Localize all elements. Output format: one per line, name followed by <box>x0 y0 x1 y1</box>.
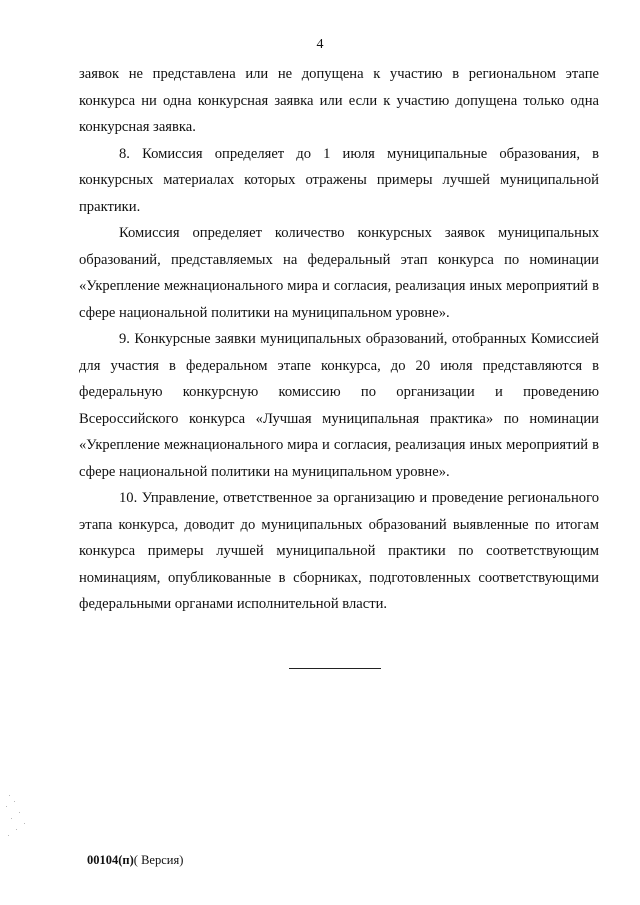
scan-speck <box>11 818 12 819</box>
scan-speck <box>24 823 25 824</box>
scan-speck <box>14 801 15 802</box>
paragraph-item-9: 9. Конкурсные заявки муниципальных образований, отобранных Комиссией для участия в федеральном этапе конкурса, до 20 июля представляются в федеральную конкурсную комиссию по организации и проведению Всероссийского конкурса «Лучшая муниципальная практика» по номинации «Укрепление межнационального мира и согласия, реализация иных мероприятий в сфере национальной политики на муниципальном уровне». <box>79 331 599 480</box>
scan-speck <box>9 795 10 796</box>
paragraph-commission-quota: Комиссия определяет количество конкурсных заявок муниципальных образований, представляемых на федеральный этап конкурса по номинации «Укрепление межнационального мира и согласия, реализация иных мероприятий в сфере национальной политики на муниципальном уровне». <box>79 225 599 321</box>
footer-document-code <box>87 853 183 868</box>
footer-code-version: ( Версия) <box>133 853 184 867</box>
document-body <box>79 61 599 618</box>
end-of-text-divider <box>289 668 381 669</box>
page-number: 4 <box>316 37 324 52</box>
paragraph-item-8: 8. Комиссия определяет до 1 июля муниципальные образования, в конкурсных материалах которых отражены примеры лучшей муниципальной практики. <box>79 145 599 215</box>
scan-speck <box>16 829 17 830</box>
paragraph-continuation: заявок не представлена или не допущена к участию в региональном этапе конкурса ни одна конкурсная заявка или если к участию допущена только одна конкурсная заявка. <box>79 66 599 135</box>
paragraph-item-10: 10. Управление, ответственное за организацию и проведение регионального этапа конкурса, доводит до муниципальных образований выявленные по итогам конкурса примеры лучшей муниципальной практики по соответствующим номинациям, опубликованные в сборниках, подготовленных соответствующими федеральными органами исполнительной власти. <box>79 490 599 612</box>
scan-speck <box>6 806 7 807</box>
scan-speck <box>8 835 9 836</box>
scan-speck <box>19 812 20 813</box>
footer-code-number: 00104(п) <box>87 853 134 867</box>
